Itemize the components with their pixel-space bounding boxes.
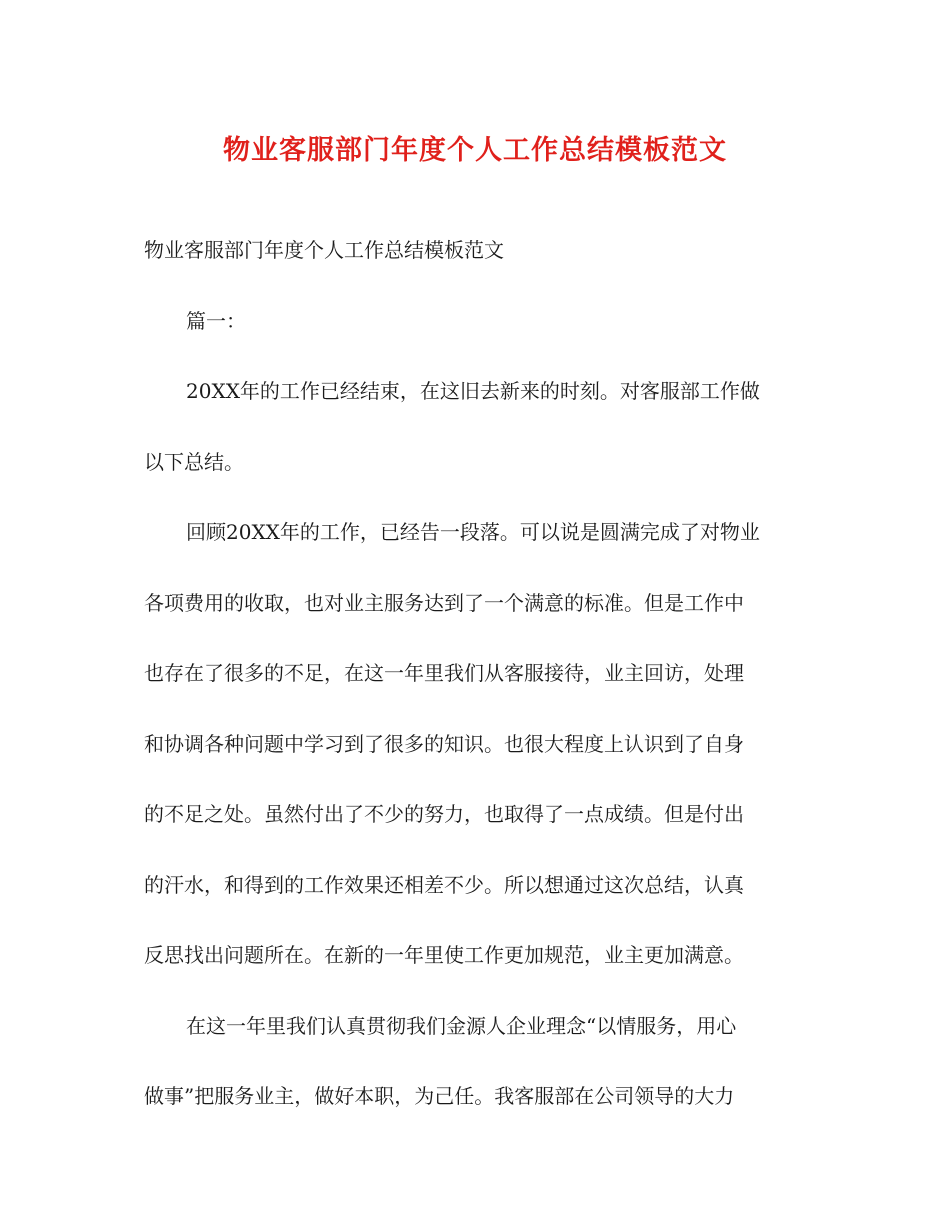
paragraph-line: 和协调各种问题中学习到了很多的知识。也很大程度上认识到了自身 bbox=[144, 731, 744, 756]
paragraph-line: 回顾20XX年的工作，已经告一段落。可以说是圆满完成了对物业 bbox=[186, 520, 760, 544]
paragraph-line: 以下总结。 bbox=[144, 449, 244, 474]
paragraph-line: 各项费用的收取，也对业主服务达到了一个满意的标准。但是工作中 bbox=[144, 590, 744, 615]
paragraph-line: 的不足之处。虽然付出了不少的努力，也取得了一点成绩。但是付出 bbox=[144, 802, 744, 826]
document-title: 物业客服部门年度个人工作总结模板范文 bbox=[223, 135, 727, 166]
paragraph-line: 在这一年里我们认真贯彻我们金源人企业理念“以情服务，用心 bbox=[186, 1013, 737, 1038]
paragraph-line: 反思找出问题所在。在新的一年里使工作更加规范，业主更加满意。 bbox=[144, 943, 744, 967]
document-body bbox=[144, 215, 804, 1132]
paragraph-line: 的汗水，和得到的工作效果还相差不少。所以想通过这次总结，认真 bbox=[144, 872, 744, 897]
paragraph-line: 也存在了很多的不足，在这一年里我们从客服接待，业主回访，处理 bbox=[144, 661, 744, 685]
paragraph-line: 做事”把服务业主，做好本职，为己任。我客服部在公司领导的大力 bbox=[144, 1084, 735, 1108]
paragraph-line: 20XX年的工作已经结束，在这旧去新来的时刻。对客服部工作做 bbox=[186, 379, 760, 403]
document-subtitle: 物业客服部门年度个人工作总结模板范文 bbox=[144, 238, 504, 262]
section-label: 篇一： bbox=[186, 308, 246, 333]
